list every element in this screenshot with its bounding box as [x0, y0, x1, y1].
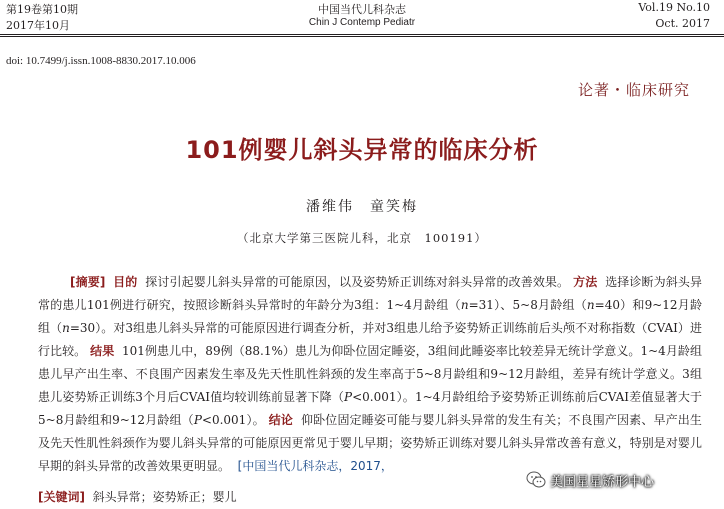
n2-value: =40）和9~12月龄组（	[38, 298, 702, 335]
n1-variable: n	[460, 298, 469, 312]
n3-value: =30）。对3组患儿斜头异常的可能原因进行调查分析，并对3组患儿给予姿势矫正训练前后头颅不对称指数（CVAI）进行比较。	[38, 321, 702, 358]
p1-variable: P	[344, 390, 353, 404]
journal-reference: [中国当代儿科杂志，2017，	[237, 459, 393, 473]
keywords	[38, 488, 237, 505]
journal-name-cn: 中国当代儿科杂志	[318, 3, 406, 16]
watermark	[526, 468, 716, 492]
header-row-2	[0, 17, 724, 31]
p2-variable: P	[193, 413, 202, 427]
header-rule-bottom	[0, 36, 724, 37]
affiliation: （北京大学第三医院儿科，北京 100191）	[237, 231, 487, 245]
conclusions-label: 结论	[268, 413, 294, 427]
date-cn: 2017年10月	[6, 19, 70, 32]
wechat-icon	[526, 470, 546, 490]
objective-text: 探讨引起婴儿斜头异常的可能原因，以及姿势矫正训练对斜头异常的改善效果。	[145, 275, 570, 289]
volume-issue-en: Vol.19 No.10	[638, 1, 710, 14]
abstract-label: [摘要]	[70, 275, 106, 289]
volume-issue-cn: 第19卷第10期	[6, 3, 78, 16]
conclusions-text: 仰卧位固定睡姿可能与婴儿斜头异常的发生有关；不良围产因素、早产出生及先天性肌性斜颈作为婴儿斜头异常的可能原因更常见于婴儿早期；姿势矫正训练对婴儿斜头异常改善有意义，特别是对婴儿早期的斜头异常的改善效果更明显。	[38, 413, 702, 473]
keywords-label: [关键词]	[38, 490, 85, 504]
objective-label: 目的	[113, 275, 138, 289]
article-title: 101例婴儿斜头异常的临床分析	[185, 136, 539, 164]
doi-line[interactable]: doi: 10.7499/j.issn.1008-8830.2017.10.006	[6, 55, 196, 67]
p2-value: <0.001）。	[201, 413, 265, 427]
authors: 潘维伟 童笑梅	[306, 199, 418, 215]
journal-name-en: Chin J Contemp Pediatr	[308, 17, 416, 28]
abstract	[38, 271, 702, 478]
n2-variable: n	[586, 298, 595, 312]
methods-text-1: 选择诊断为斜头异常的患儿101例进行研究，按照诊断斜头异常时的年龄分为3组：1~4月龄组（	[38, 275, 702, 312]
methods-label: 方法	[573, 275, 598, 289]
results-text-1: 101例患儿中，89例（88.1%）患儿为仰卧位固定睡姿，3组间此睡姿率比较差异无统计学意义。1~4月龄组患儿早产出生率、不良围产因素发生率及先天性肌性斜颈的发生率高于5~8月龄组和9~12月龄组，差异有统计学意义。3组患儿姿势矫正训练3个月后CVAI值均较训练前显著下降（	[38, 344, 702, 404]
date-en: Oct. 2017	[655, 17, 710, 30]
section-label: 论著・临床研究	[577, 81, 690, 99]
header-row-1	[0, 1, 724, 15]
n3-variable: n	[62, 321, 70, 335]
p1-value: <0.001）。1~4月龄组给予姿势矫正训练前后CVAI差值显著大于5~8月龄组和9~12月龄组（	[38, 390, 702, 427]
keywords-text: 斜头异常；姿势矫正；婴儿	[92, 490, 237, 504]
watermark-text: 美国星星矫形中心	[550, 474, 655, 490]
header-rule-top	[0, 34, 724, 35]
results-label: 结果	[90, 344, 115, 358]
n1-value: =31）、5~8月龄组（	[468, 298, 587, 312]
